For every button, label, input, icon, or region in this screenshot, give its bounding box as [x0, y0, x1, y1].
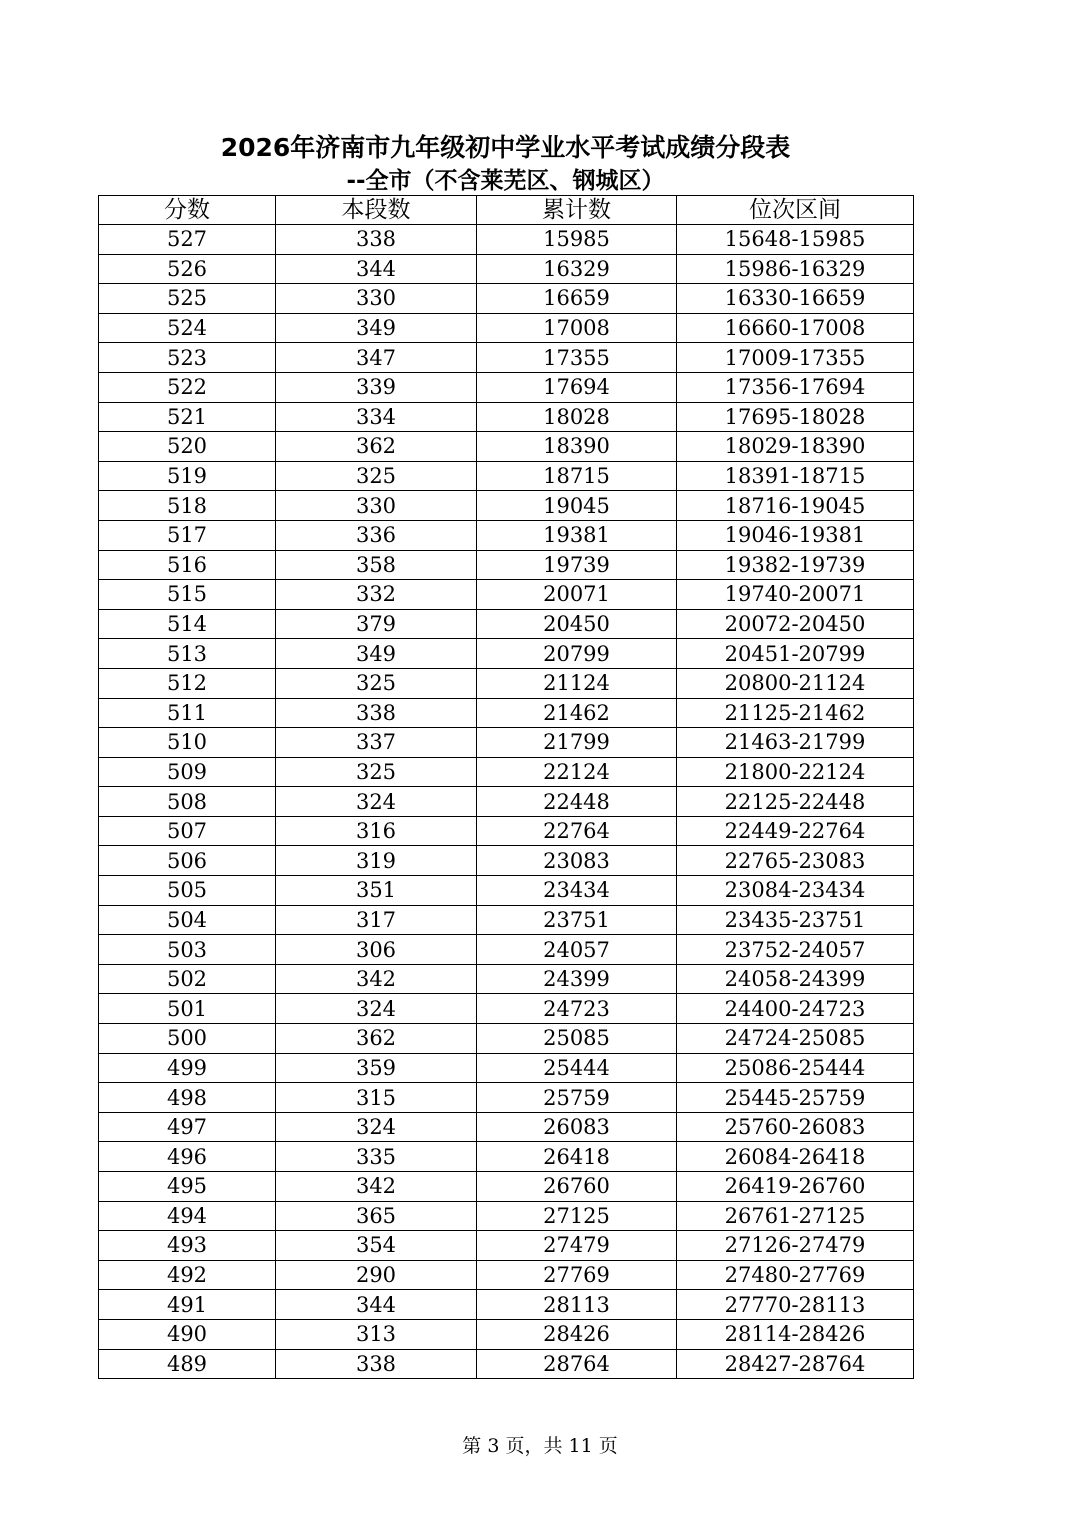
table-row: [99, 491, 914, 521]
table-row: [99, 1349, 914, 1379]
cell-cumulative-count: 22448: [477, 787, 677, 817]
cell-rank-range: 20800-21124: [677, 668, 914, 698]
cell-rank-range: 23084-23434: [677, 876, 914, 906]
table-row: [99, 935, 914, 965]
cell-cumulative-count: 17008: [477, 313, 677, 343]
cell-rank-range: 17695-18028: [677, 402, 914, 432]
cell-score: 511: [99, 698, 276, 728]
table-row: [99, 994, 914, 1024]
cell-rank-range: 24724-25085: [677, 1024, 914, 1054]
cell-segment-count: 347: [276, 343, 477, 373]
cell-segment-count: 338: [276, 225, 477, 255]
cell-rank-range: 27126-27479: [677, 1231, 914, 1261]
cell-rank-range: 25086-25444: [677, 1053, 914, 1083]
cell-cumulative-count: 19381: [477, 520, 677, 550]
page-footer: 第 3 页，共 11 页: [462, 1435, 618, 1457]
cell-segment-count: 365: [276, 1201, 477, 1231]
cell-score: 523: [99, 343, 276, 373]
cell-cumulative-count: 19045: [477, 491, 677, 521]
cell-segment-count: 338: [276, 698, 477, 728]
cell-cumulative-count: 27125: [477, 1201, 677, 1231]
cell-segment-count: 342: [276, 964, 477, 994]
cell-segment-count: 332: [276, 580, 477, 610]
cell-rank-range: 23435-23751: [677, 905, 914, 935]
cell-cumulative-count: 27769: [477, 1260, 677, 1290]
table-row: [99, 728, 914, 758]
cell-segment-count: 313: [276, 1319, 477, 1349]
cell-segment-count: 349: [276, 313, 477, 343]
cell-segment-count: 306: [276, 935, 477, 965]
cell-rank-range: 26761-27125: [677, 1201, 914, 1231]
cell-segment-count: 325: [276, 757, 477, 787]
cell-cumulative-count: 17355: [477, 343, 677, 373]
cell-segment-count: 330: [276, 284, 477, 314]
table-row: [99, 964, 914, 994]
table-row: [99, 1231, 914, 1261]
cell-segment-count: 338: [276, 1349, 477, 1379]
cell-score: 502: [99, 964, 276, 994]
table-body: [99, 225, 914, 1379]
cell-segment-count: 344: [276, 254, 477, 284]
cell-segment-count: 315: [276, 1083, 477, 1113]
cell-rank-range: 21463-21799: [677, 728, 914, 758]
table-row: [99, 668, 914, 698]
table-row: [99, 1142, 914, 1172]
cell-cumulative-count: 20071: [477, 580, 677, 610]
cell-score: 495: [99, 1172, 276, 1202]
cell-score: 504: [99, 905, 276, 935]
table-row: [99, 1112, 914, 1142]
cell-rank-range: 20451-20799: [677, 639, 914, 669]
cell-score: 514: [99, 609, 276, 639]
cell-segment-count: 349: [276, 639, 477, 669]
table-row: [99, 609, 914, 639]
cell-cumulative-count: 28113: [477, 1290, 677, 1320]
cell-segment-count: 324: [276, 994, 477, 1024]
header-score: 分数: [99, 196, 276, 225]
cell-score: 520: [99, 432, 276, 462]
cell-segment-count: 324: [276, 787, 477, 817]
cell-score: 497: [99, 1112, 276, 1142]
cell-cumulative-count: 15985: [477, 225, 677, 255]
cell-score: 498: [99, 1083, 276, 1113]
cell-cumulative-count: 18028: [477, 402, 677, 432]
cell-cumulative-count: 28426: [477, 1319, 677, 1349]
cell-score: 509: [99, 757, 276, 787]
cell-score: 493: [99, 1231, 276, 1261]
cell-cumulative-count: 22764: [477, 816, 677, 846]
cell-rank-range: 15648-15985: [677, 225, 914, 255]
cell-cumulative-count: 18390: [477, 432, 677, 462]
cell-rank-range: 25445-25759: [677, 1083, 914, 1113]
cell-segment-count: 359: [276, 1053, 477, 1083]
table-row: [99, 816, 914, 846]
cell-segment-count: 325: [276, 461, 477, 491]
cell-score: 519: [99, 461, 276, 491]
table-row: [99, 1260, 914, 1290]
table-row: [99, 1290, 914, 1320]
table-row: [99, 757, 914, 787]
cell-rank-range: 18716-19045: [677, 491, 914, 521]
table-row: [99, 313, 914, 343]
cell-cumulative-count: 22124: [477, 757, 677, 787]
table-row: [99, 580, 914, 610]
table-row: [99, 1024, 914, 1054]
cell-segment-count: 335: [276, 1142, 477, 1172]
table-row: [99, 372, 914, 402]
cell-score: 512: [99, 668, 276, 698]
cell-score: 517: [99, 520, 276, 550]
cell-score: 515: [99, 580, 276, 610]
cell-cumulative-count: 23083: [477, 846, 677, 876]
cell-segment-count: 358: [276, 550, 477, 580]
cell-score: 494: [99, 1201, 276, 1231]
cell-rank-range: 21800-22124: [677, 757, 914, 787]
cell-score: 525: [99, 284, 276, 314]
table-row: [99, 284, 914, 314]
cell-score: 518: [99, 491, 276, 521]
cell-rank-range: 28114-28426: [677, 1319, 914, 1349]
table-row: [99, 550, 914, 580]
table-row: [99, 520, 914, 550]
cell-segment-count: 362: [276, 432, 477, 462]
cell-score: 513: [99, 639, 276, 669]
cell-rank-range: 22449-22764: [677, 816, 914, 846]
cell-rank-range: 24400-24723: [677, 994, 914, 1024]
table-row: [99, 254, 914, 284]
cell-segment-count: 354: [276, 1231, 477, 1261]
cell-score: 491: [99, 1290, 276, 1320]
table-row: [99, 461, 914, 491]
cell-cumulative-count: 17694: [477, 372, 677, 402]
cell-score: 506: [99, 846, 276, 876]
cell-segment-count: 337: [276, 728, 477, 758]
table-row: [99, 225, 914, 255]
cell-rank-range: 21125-21462: [677, 698, 914, 728]
cell-segment-count: 317: [276, 905, 477, 935]
cell-rank-range: 28427-28764: [677, 1349, 914, 1379]
cell-rank-range: 17009-17355: [677, 343, 914, 373]
cell-rank-range: 15986-16329: [677, 254, 914, 284]
document-title: 2026年济南市九年级初中学业水平考试成绩分段表: [220, 133, 791, 162]
cell-cumulative-count: 26760: [477, 1172, 677, 1202]
cell-cumulative-count: 18715: [477, 461, 677, 491]
table-row: [99, 698, 914, 728]
table-row: [99, 1172, 914, 1202]
cell-rank-range: 19046-19381: [677, 520, 914, 550]
cell-score: 516: [99, 550, 276, 580]
cell-cumulative-count: 21462: [477, 698, 677, 728]
cell-rank-range: 17356-17694: [677, 372, 914, 402]
cell-cumulative-count: 25444: [477, 1053, 677, 1083]
cell-score: 499: [99, 1053, 276, 1083]
table-row: [99, 343, 914, 373]
cell-cumulative-count: 25759: [477, 1083, 677, 1113]
cell-segment-count: 330: [276, 491, 477, 521]
cell-cumulative-count: 26083: [477, 1112, 677, 1142]
cell-score: 522: [99, 372, 276, 402]
cell-cumulative-count: 19739: [477, 550, 677, 580]
header-rank-range: 位次区间: [677, 196, 914, 225]
cell-rank-range: 19740-20071: [677, 580, 914, 610]
cell-segment-count: 316: [276, 816, 477, 846]
cell-segment-count: 344: [276, 1290, 477, 1320]
table-row: [99, 787, 914, 817]
cell-segment-count: 324: [276, 1112, 477, 1142]
cell-cumulative-count: 27479: [477, 1231, 677, 1261]
cell-cumulative-count: 23751: [477, 905, 677, 935]
cell-score: 503: [99, 935, 276, 965]
cell-rank-range: 22765-23083: [677, 846, 914, 876]
cell-rank-range: 23752-24057: [677, 935, 914, 965]
cell-cumulative-count: 28764: [477, 1349, 677, 1379]
cell-score: 500: [99, 1024, 276, 1054]
cell-score: 524: [99, 313, 276, 343]
cell-rank-range: 19382-19739: [677, 550, 914, 580]
cell-segment-count: 334: [276, 402, 477, 432]
cell-score: 526: [99, 254, 276, 284]
cell-rank-range: 16660-17008: [677, 313, 914, 343]
cell-rank-range: 20072-20450: [677, 609, 914, 639]
cell-score: 492: [99, 1260, 276, 1290]
cell-score: 496: [99, 1142, 276, 1172]
cell-cumulative-count: 25085: [477, 1024, 677, 1054]
cell-segment-count: 379: [276, 609, 477, 639]
cell-score: 507: [99, 816, 276, 846]
cell-rank-range: 27480-27769: [677, 1260, 914, 1290]
table-row: [99, 1319, 914, 1349]
cell-rank-range: 26084-26418: [677, 1142, 914, 1172]
cell-rank-range: 26419-26760: [677, 1172, 914, 1202]
table-row: [99, 402, 914, 432]
cell-cumulative-count: 21124: [477, 668, 677, 698]
cell-score: 489: [99, 1349, 276, 1379]
cell-cumulative-count: 20450: [477, 609, 677, 639]
cell-rank-range: 18391-18715: [677, 461, 914, 491]
table-row: [99, 876, 914, 906]
cell-cumulative-count: 20799: [477, 639, 677, 669]
table-row: [99, 639, 914, 669]
cell-score: 527: [99, 225, 276, 255]
cell-cumulative-count: 16329: [477, 254, 677, 284]
cell-score: 490: [99, 1319, 276, 1349]
cell-cumulative-count: 21799: [477, 728, 677, 758]
table-row: [99, 1083, 914, 1113]
cell-score: 501: [99, 994, 276, 1024]
cell-segment-count: 336: [276, 520, 477, 550]
document-subtitle: --全市（不含莱芜区、钢城区）: [346, 168, 665, 194]
cell-cumulative-count: 26418: [477, 1142, 677, 1172]
table-row: [99, 905, 914, 935]
cell-rank-range: 25760-26083: [677, 1112, 914, 1142]
table-header-row: [99, 196, 914, 225]
table-row: [99, 1053, 914, 1083]
table-row: [99, 846, 914, 876]
cell-score: 510: [99, 728, 276, 758]
header-cumulative-count: 累计数: [477, 196, 677, 225]
cell-segment-count: 339: [276, 372, 477, 402]
cell-rank-range: 16330-16659: [677, 284, 914, 314]
cell-score: 505: [99, 876, 276, 906]
cell-segment-count: 290: [276, 1260, 477, 1290]
cell-score: 521: [99, 402, 276, 432]
cell-segment-count: 325: [276, 668, 477, 698]
table-row: [99, 432, 914, 462]
cell-segment-count: 351: [276, 876, 477, 906]
cell-segment-count: 319: [276, 846, 477, 876]
cell-cumulative-count: 24399: [477, 964, 677, 994]
cell-segment-count: 362: [276, 1024, 477, 1054]
cell-segment-count: 342: [276, 1172, 477, 1202]
cell-rank-range: 27770-28113: [677, 1290, 914, 1320]
cell-cumulative-count: 16659: [477, 284, 677, 314]
cell-rank-range: 18029-18390: [677, 432, 914, 462]
header-segment-count: 本段数: [276, 196, 477, 225]
cell-cumulative-count: 24057: [477, 935, 677, 965]
table-row: [99, 1201, 914, 1231]
cell-cumulative-count: 24723: [477, 994, 677, 1024]
cell-rank-range: 22125-22448: [677, 787, 914, 817]
cell-rank-range: 24058-24399: [677, 964, 914, 994]
score-distribution-table: [98, 195, 914, 1379]
cell-cumulative-count: 23434: [477, 876, 677, 906]
cell-score: 508: [99, 787, 276, 817]
